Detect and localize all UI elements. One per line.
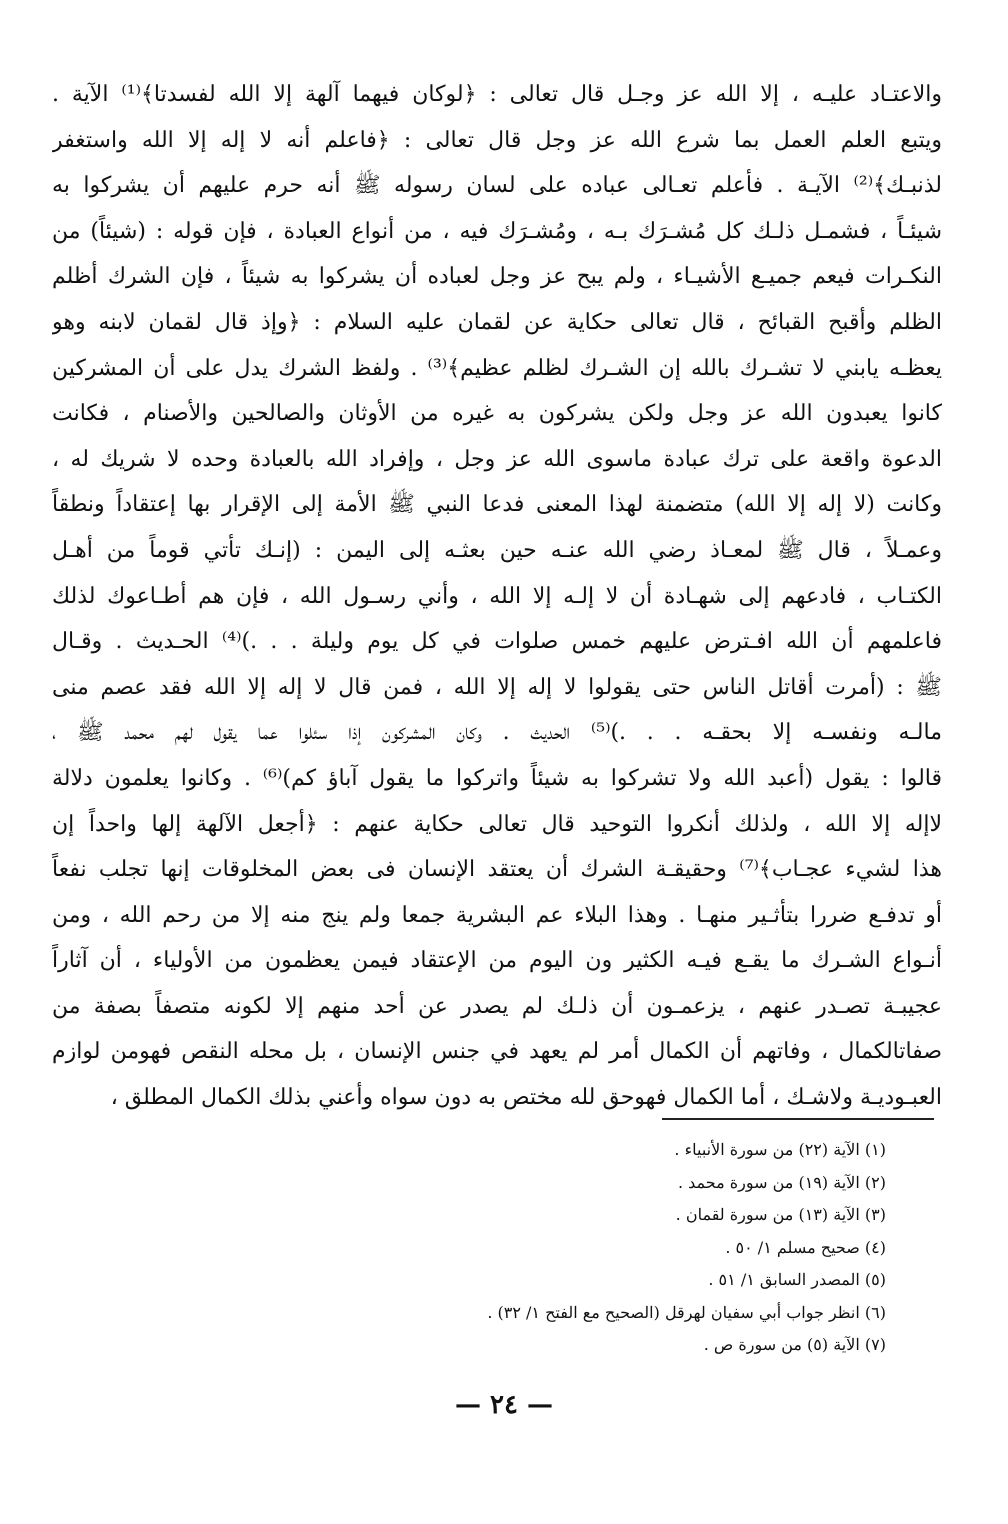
text-line: وكانت (لا إله إلا الله) متضمنة لهذا المعنى فدعا النبي ﷺ الأمة إلى الإقرار بها إعتقاداً ونطقاً: [52, 492, 942, 518]
text-line: والاعتـاد عليـه ، إلا الله عز وجـل قال تعالى : ﴿لوكان فيهما آلهة إلا الله لفسدتا﴾⁽¹⁾ الآية .: [52, 82, 942, 107]
footnote: (١) الآية (٢٢) من سورة الأنبياء .: [674, 1140, 886, 1159]
page-number: — ٢٤ —: [454, 1390, 554, 1420]
text-line: قالوا : يقول (أعبد الله ولا تشركوا به شيئاً واتركوا ما يقول آباؤ كم)⁽⁶⁾ . وكانوا يعلمون دلالة: [52, 765, 942, 791]
text-line: فاعلمهم أن الله افـترض عليهم خمس صلوات في كل يوم وليلة . . .)⁽⁴⁾ الحـديث . وقـال: [52, 629, 942, 655]
text-line: الظلم وأقبح القبائح ، قال تعالى حكاية عن لقمان عليه السلام : ﴿وإذ قال لقمان لابنه وهو: [52, 309, 942, 335]
footnote: (٦) انظر جواب أبي سفيان لهرقل (الصحيح مع الفتح ١/ ٣٢) .: [487, 1302, 886, 1322]
text-line: العبـوديـة ولاشـك ، أما الكمال فهوحق لله مختص به دون سواه وأعني بذلك الكمال المطلق ،: [110, 1085, 942, 1111]
text-line: هذا لشيء عجـاب﴾⁽⁷⁾ وحقيقـة الشرك أن يعتقد الإنسان فى بعض المخلوقات إنها تجلب نفعاً: [52, 857, 942, 883]
text-line: عجيبـة تصـدر عنهم ، يزعمـون أن ذلـك لم يصدر عن أحد منهم إلا لكونه متصفاً بصفة من: [52, 993, 942, 1019]
text-line: أنـواع الشـرك ما يقـع فيـه الكثير ون اليوم من الإعتقاد فيمن يعظمون من الأولياء ، أن آثاراً: [52, 948, 942, 974]
footnote: (٢) الآية (١٩) من سورة محمد .: [677, 1172, 886, 1192]
main-text-block: [52, 72, 942, 1121]
text-line: وعمـلاً ، قال ﷺ لمعـاذ رضي الله عنـه حين بعثـه إلى اليمن : (إنـك تأتي قوماً من أهـل: [52, 537, 942, 563]
text-line: لاإله إلا الله ، ولذلك أنكروا التوحيد قال تعالى حكاية عنهم : ﴿أجعل الآلهة إلها واحداً إن: [52, 811, 942, 837]
footnote: (٧) الآية (٥) من سورة ص .: [703, 1335, 886, 1354]
text-line: مالـه ونفسـه إلا بحقـه . . .)⁽⁵⁾ الحديث . وكان المشركون إذا سئلوا عما يقول لهم محمد ﷺ ،: [52, 720, 942, 746]
text-line: أو تدفـع ضررا بتأثـير منهـا . وهذا البلاء عم البشرية جمعا ولم ينج منه إلا من رحم الله ، ومن: [52, 902, 942, 928]
footnote: (٣) الآية (١٣) من سورة لقمان .: [675, 1205, 886, 1224]
text-line: الدعوة واقعة على ترك عبادة ماسوى الله عز وجل ، وإفراد الله بالعبادة وحده لا شريك له ،: [52, 446, 942, 472]
text-line: كانوا يعبدون الله عز وجل ولكن يشركون به غيره من الأوثان والصالحين والأصنام ، فكانت: [52, 401, 942, 427]
text-line: لذنبـك﴾⁽²⁾ الآيـة . فأعلم تعـالى عباده على لسان رسوله ﷺ أنه حرم عليهم أن يشركوا به: [52, 173, 942, 199]
footnotes-block: [326, 1134, 886, 1362]
text-line: شيئـاً ، فشمـل ذلـك كل مُشـرَك بـه ، ومُشـرَك فيه ، من أنواع العبادة ، فإن قوله : (شيئاً) من: [52, 218, 942, 244]
footnote-divider: [662, 1118, 934, 1120]
text-line: ﷺ : (أمرت أقاتل الناس حتى يقولوا لا إله إلا الله ، فمن قال لا إله إلا الله فقد عصم منى: [52, 674, 942, 700]
text-line: النكـرات فيعم جميـع الأشيـاء ، ولم يبح عز وجل لعباده أن يشركوا به شيئاً ، فإن الشرك أظلم: [52, 264, 942, 290]
text-line: يعظـه يابني لا تشـرك بالله إن الشـرك لظلم عظيم﴾⁽³⁾ . ولفظ الشرك يدل على أن المشركين: [52, 355, 942, 381]
text-line: صفاتالكمال ، وفاتهم أن الكمال أمر لم يعهد في جنس الإنسان ، بل محله النقص فهومن لوازم: [52, 1039, 942, 1065]
footnote: (٥) المصدر السابق ١/ ٥١ .: [708, 1270, 886, 1289]
text-line: ويتبع العلم العمل بما شرع الله عز وجل قال تعالى : ﴿فاعلم أنه لا إله إلا الله واستغفر: [52, 127, 942, 153]
footnote: (٤) صحيح مسلم ١/ ٥٠ .: [725, 1237, 886, 1257]
text-line: الكتـاب ، فادعهم إلى شهـادة أن لا إلـه إلا الله ، وأني رسـول الله ، فإن هم أطـاعوك لذلك: [52, 583, 942, 609]
